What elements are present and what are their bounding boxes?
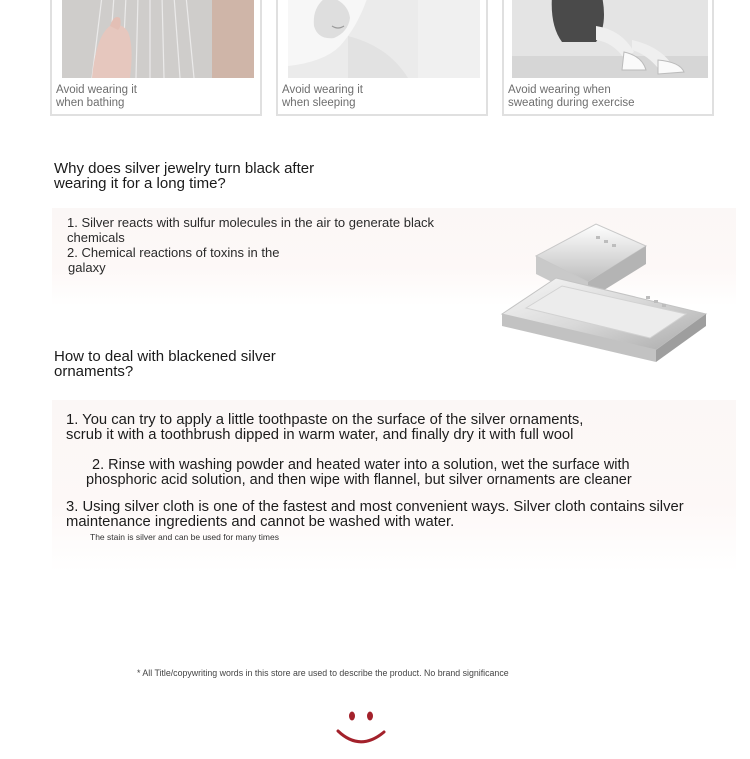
method-line: 1. You can try to apply a little toothpaste on the surface of the silver ornaments, bbox=[66, 412, 584, 428]
method-item-1 bbox=[66, 413, 583, 442]
section-title-line1: How to deal with blackened silver bbox=[54, 348, 276, 365]
method-line: 3. Using silver cloth is one of the fastest and most convenient ways. Silver cloth contains silver bbox=[66, 499, 684, 515]
card-caption bbox=[56, 84, 137, 110]
shower-photo-icon bbox=[62, 0, 254, 78]
method-item-2 bbox=[86, 458, 632, 487]
section-title-line1: Why does silver jewelry turn black after bbox=[54, 160, 315, 177]
silver-cloth-note: The stain is silver and can be used for many times bbox=[90, 532, 279, 542]
silver-bar-icon bbox=[496, 216, 718, 366]
disclaimer-text: * All Title/copywriting words in this store are used to describe the product. No brand significance bbox=[137, 668, 509, 678]
card-caption-line1: Avoid wearing when bbox=[508, 84, 611, 96]
card-caption-line1: Avoid wearing it bbox=[56, 84, 137, 96]
method-line: phosphoric acid solution, and then wipe with flannel, but silver ornaments are cleaner bbox=[86, 471, 632, 488]
method-line: 2. Rinse with washing powder and heated water into a solution, wet the surface with bbox=[92, 457, 630, 473]
smiley-right-eye bbox=[367, 712, 373, 721]
exercise-photo-icon bbox=[512, 0, 708, 78]
warning-card-bathing bbox=[50, 0, 262, 116]
section-title-how-to-deal bbox=[54, 349, 276, 379]
section-title-line2: wearing it for a long time? bbox=[54, 175, 226, 192]
method-line: maintenance ingredients and cannot be washed with water. bbox=[66, 513, 455, 530]
card-caption-line1: Avoid wearing it bbox=[282, 84, 363, 96]
method-item-3 bbox=[66, 500, 684, 529]
method-line: scrub it with a toothbrush dipped in warm water, and finally dry it with full wool bbox=[66, 426, 574, 443]
warning-card-sleeping bbox=[276, 0, 488, 116]
card-caption-line2: sweating during exercise bbox=[508, 97, 635, 109]
reason-item-2 bbox=[67, 245, 279, 275]
card-caption-line2: when sleeping bbox=[282, 97, 356, 109]
smiley-mouth bbox=[338, 731, 384, 742]
smiley-face-icon bbox=[334, 704, 390, 750]
reason-line: 2. Chemical reactions of toxins in the bbox=[67, 245, 280, 260]
reason-line: chemicals bbox=[67, 230, 125, 245]
warning-card-exercise bbox=[502, 0, 714, 116]
card-caption bbox=[508, 84, 635, 110]
section-title-line2: ornaments? bbox=[54, 363, 134, 380]
smiley-left-eye bbox=[349, 712, 355, 721]
sleeping-photo-icon bbox=[288, 0, 480, 78]
reason-line: galaxy bbox=[68, 260, 106, 275]
section-title-why-black bbox=[54, 161, 314, 191]
reason-line: 1. Silver reacts with sulfur molecules in the air to generate black bbox=[67, 215, 435, 230]
card-caption-line2: when bathing bbox=[56, 97, 125, 109]
reason-item-1 bbox=[67, 215, 434, 245]
card-caption bbox=[282, 84, 363, 110]
